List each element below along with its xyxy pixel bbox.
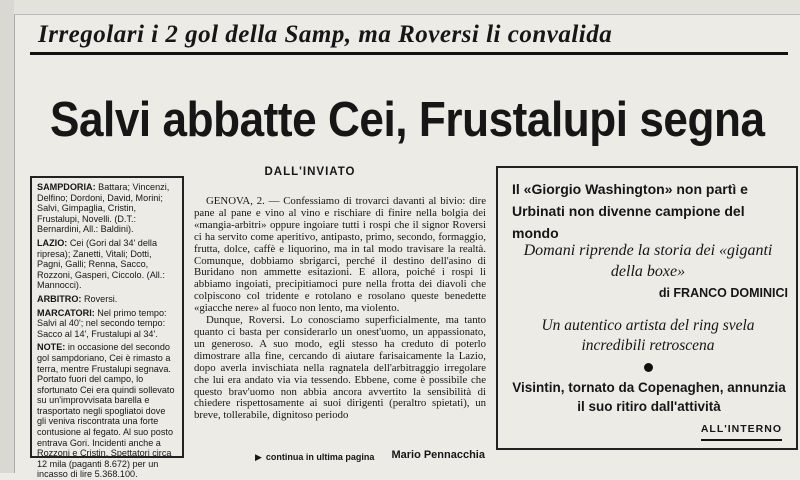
- teaser-visintin: Visintin, tornato da Copenaghen, annunzia il suo ritiro dall'attività: [512, 380, 786, 414]
- teaser-inside-label: ALL'INTERNO: [701, 423, 782, 441]
- article-body: [194, 196, 486, 442]
- article-paragraph: GENOVA, 2. — Confessiamo di trovarci davanti al bivio: dire pane al pane e vino al vino e rischiare di finire nella bolgia dei «mangia-arbitri» oppure ingoiare tutti i rospi che il signor Roversi ci ha servito come aperitivo, antipasto, primo, secondo, formaggio, frutta, dolce, caffè e liquorino, ma in tal modo travisare la realtà. Comunque, dobbiamo sbrigarci, perché il destino dell'asino di Buridano non ammette esitazioni. E allora, poiché i rospi li abbiamo ingoiati, precipitiamoci pure nella frotta dei diavoli che colpiscono col tridente e rotolano e rosolano queste benedette «giacche nere» al fuoco non lento, ma violento.: [194, 195, 486, 315]
- main-headline: Salvi abbatte Cei, Frustalupi segna: [50, 93, 765, 147]
- arrow-right-icon: ▶: [255, 452, 262, 462]
- teaser-artista: Un autentico artista del ring svela incredibili retroscena: [541, 317, 755, 354]
- author-name: Mario Pennacchia: [391, 449, 485, 461]
- lineup-sampdoria: SAMPDORIA: Battara; Vincenzi, Delfino; Dordoni, David, Morini; Salvi, Gimpaglia, Cristin, Frustalupi, Novelli. (D.T.: Bernardini, All.: Baldini).: [37, 182, 170, 235]
- continue-link[interactable]: ▶ continua in ultima pagina: [255, 452, 375, 462]
- page-edge-top: [14, 0, 800, 15]
- kicker-headline: Irregolari i 2 gol della Samp, ma Roversi li convalida: [30, 18, 788, 55]
- lineup-arbitro: ARBITRO: Roversi.: [37, 293, 118, 304]
- teaser-box: [496, 166, 798, 450]
- lineup-marcatori: MARCATORI: Nel primo tempo: Salvi al 40'; nel secondo tempo: Sacco al 14', Frustalupi al 34'.: [37, 307, 167, 339]
- lineup-note: NOTE: in occasione del secondo gol sampdoriano, Cei è rimasto a terra, mentre Frustalupi segnava. Portato fuori del campo, lo sfortunato Cei era quindi sollevato su un'improvvisata barella e trasportato negli spogliatoi dove gli veniva riscontrata una forte contusione al fegato. Al suo posto entrava Gori. Incidenti anche a Rozzoni e Cristin. Spettatori circa 12 mila (paganti 8.672) per un incasso di lire 5.368.100.: [37, 342, 175, 480]
- page-edge-left: [0, 0, 15, 473]
- article-paragraph: Dunque, Roversi. Lo conosciamo superficialmente, ma tanto quanto ci basta per considerarlo un onest'uomo, un appassionato, un generoso. A suo modo, egli stesso ha creduto di poterlo dimostrare alla fine, cercando di aiutare farisaicamente la Lazio, dopo averla invischiata nella ragnatela dell'arbitraggio irregolare che lui era andato via via tessendo. Ebbene, come è possibile che questo brav'uomo non abbia ancora avvertito la sensibilità di chiedere rispettosamente ai suoi dirigenti (peraltro spietati), un breve, tollerabile, dignitoso periodo: [194, 314, 486, 422]
- bullet-divider: [613, 359, 683, 375]
- teaser-giganti: Domani riprende la storia dei «giganti della boxe»: [523, 242, 773, 280]
- byline: DALL'INVIATO: [264, 166, 356, 178]
- lineup-lazio: LAZIO: Cei (Gori dal 34' della ripresa); Zanetti, Vitali; Dotti, Pagni, Galli; Renna, Sacco, Rozzoni, Gasperi, Ciccolo. (All.: Mannocci).: [37, 237, 165, 291]
- bullet-icon: [644, 363, 653, 372]
- teaser-washington: Il «Giorgio Washington» non partì e Urbinati non divenne campione del mondo: [512, 181, 748, 241]
- teaser-author: di FRANCO DOMINICI: [658, 286, 788, 300]
- lineup-box: [30, 176, 184, 480]
